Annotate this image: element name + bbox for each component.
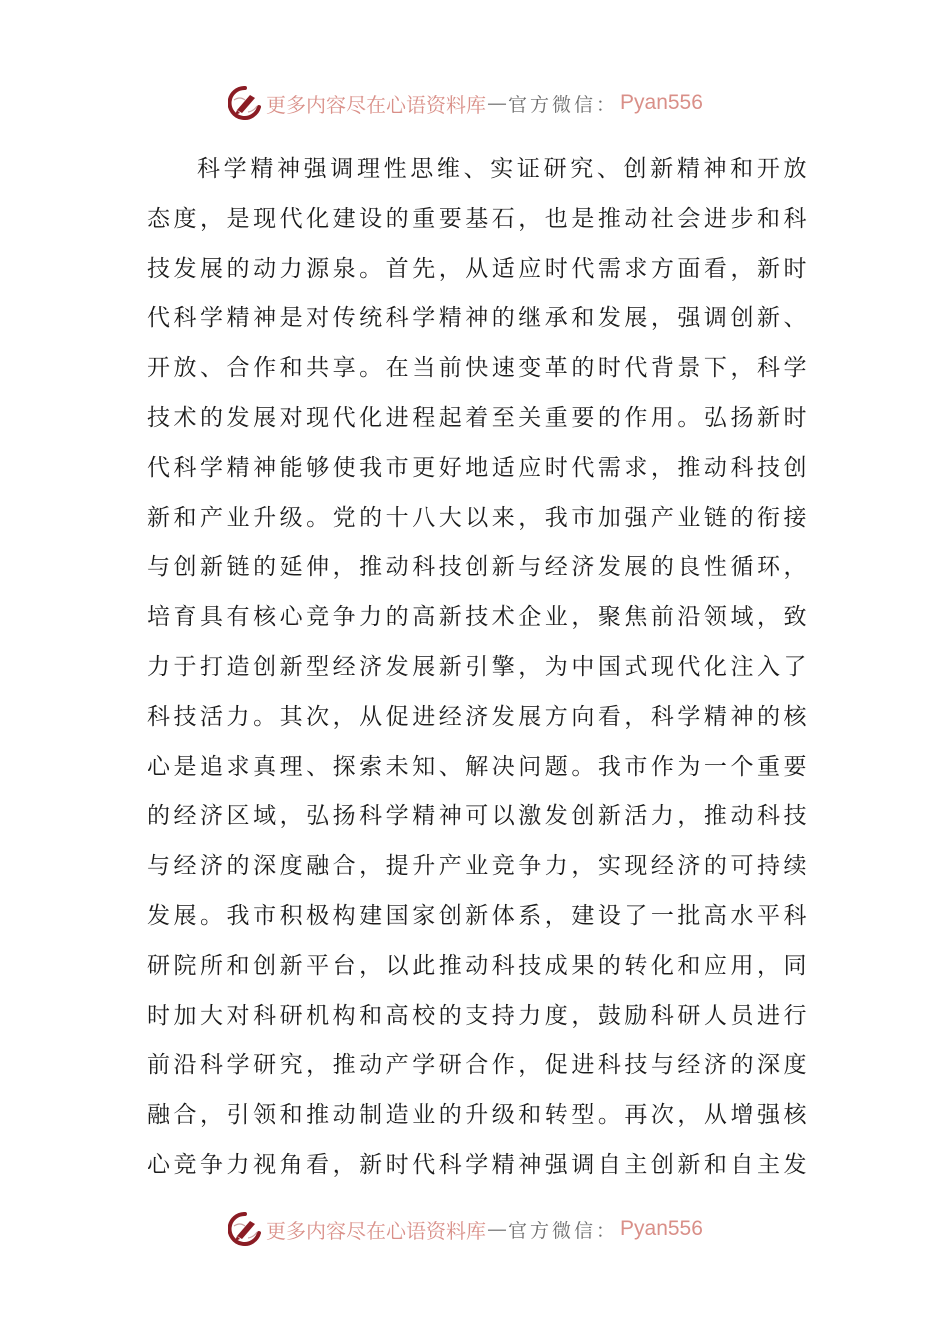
- quill-pen-circle-icon: [228, 1212, 262, 1246]
- text-line: 心是追求真理、探索未知、解决问题。我市作为一个重要: [147, 753, 807, 780]
- banner-dash: —: [487, 91, 507, 115]
- quill-pen-circle-icon: [228, 86, 262, 120]
- text-line: 融合，引领和推动制造业的升级和转型。再次，从增强核: [147, 1102, 807, 1129]
- text-line: 力于打造创新型经济发展新引擎，为中国式现代化注入了: [147, 653, 807, 680]
- header-banner: [228, 86, 703, 120]
- text-line: 与经济的深度融合，提升产业竞争力，实现经济的可持续: [147, 853, 807, 880]
- banner-wechat-id: Pyan556: [620, 91, 703, 114]
- text-line: 与创新链的延伸，推动科技创新与经济发展的良性循环，: [147, 554, 807, 581]
- text-line: 科学精神强调理性思维、实证研究、创新精神和开放: [197, 156, 807, 182]
- text-line: 代科学精神能够使我市更好地适应时代需求，推动科技创: [147, 454, 807, 481]
- text-line: 态度，是现代化建设的重要基石，也是推动社会进步和科: [147, 205, 807, 232]
- banner-wechat-label: 官方微信：: [508, 93, 619, 116]
- text-line: 发展。我市积极构建国家创新体系，建设了一批高水平科: [147, 902, 807, 929]
- text-line: 时加大对科研机构和高校的支持力度，鼓励科研人员进行: [147, 1002, 807, 1029]
- banner-wechat-label: 官方微信：: [508, 1219, 619, 1242]
- banner-site-text: 更多内容尽在心语资料库: [266, 1218, 486, 1243]
- document-body: [147, 145, 807, 1191]
- text-line: 培育具有核心竞争力的高新技术企业，聚焦前沿领域，致: [147, 604, 807, 631]
- banner-dash: —: [487, 1217, 507, 1241]
- banner-wechat-id: Pyan556: [620, 1217, 703, 1240]
- text-line: 的经济区域，弘扬科学精神可以激发创新活力，推动科技: [147, 803, 807, 830]
- text-line: 科技活力。其次，从促进经济发展方向看，科学精神的核: [147, 703, 807, 730]
- text-line: 新和产业升级。党的十八大以来，我市加强产业链的衔接: [147, 504, 807, 531]
- banner-site-text: 更多内容尽在心语资料库: [266, 92, 486, 117]
- text-line: 技发展的动力源泉。首先，从适应时代需求方面看，新时: [147, 255, 807, 282]
- text-line: 前沿科学研究，推动产学研合作，促进科技与经济的深度: [147, 1052, 807, 1079]
- text-line: 研院所和创新平台，以此推动科技成果的转化和应用，同: [147, 952, 807, 979]
- text-line: 代科学精神是对传统科学精神的继承和发展，强调创新、: [147, 305, 807, 332]
- text-line: 心竞争力视角看，新时代科学精神强调自主创新和自主发: [147, 1151, 807, 1178]
- text-line: 开放、合作和共享。在当前快速变革的时代背景下，科学: [147, 355, 807, 382]
- text-line: 技术的发展对现代化进程起着至关重要的作用。弘扬新时: [147, 404, 807, 431]
- footer-banner: [228, 1212, 703, 1246]
